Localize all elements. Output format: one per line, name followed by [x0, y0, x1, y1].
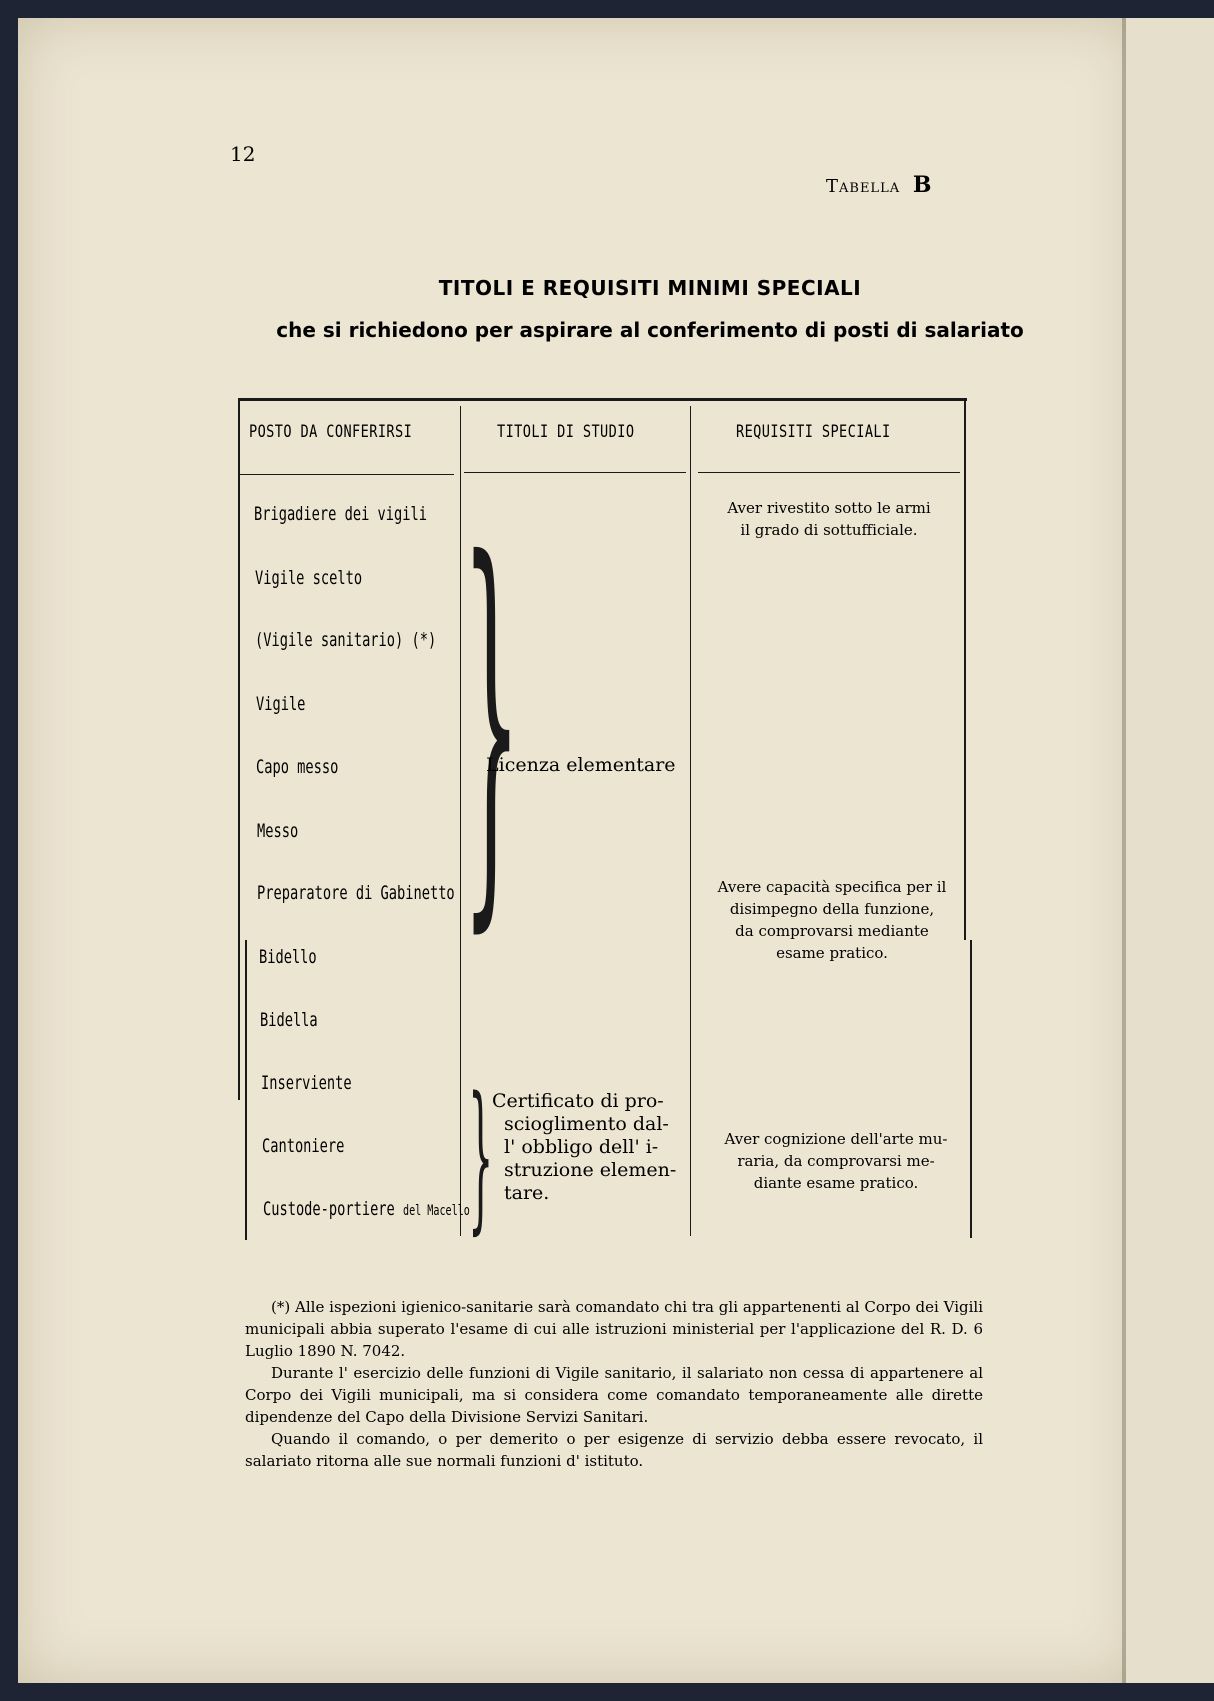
post-custode-portiere-suffix: del Macello	[403, 1203, 470, 1219]
header-underline-3	[698, 472, 960, 473]
brace-licenza: }	[462, 477, 521, 966]
column-header-requisiti: REQUISITI SPECIALI	[736, 422, 891, 442]
header-underline-1	[240, 474, 454, 475]
table-top-rule	[238, 398, 967, 401]
post-vigile-sanitario: (Vigile sanitario) (*)	[255, 629, 437, 651]
table-right-rule	[964, 400, 966, 940]
post-bidello: Bidello	[259, 946, 317, 968]
table-right-rule-lower	[970, 940, 972, 1238]
column-divider-2	[690, 406, 691, 1236]
brace-certificato: }	[468, 1062, 494, 1249]
post-cantoniere: Cantoniere	[262, 1135, 345, 1157]
post-capo-messo: Capo messo	[256, 756, 339, 778]
requirement-brigadiere	[698, 497, 960, 541]
post-messo: Messo	[257, 820, 299, 842]
study-certificato-line: struzione elemen-	[504, 1159, 677, 1181]
post-inserviente: Inserviente	[261, 1072, 352, 1094]
post-vigile-scelto: Vigile scelto	[255, 567, 363, 589]
document-subtitle: che si richiedono per aspirare al conferimento di posti di salariato	[276, 318, 1024, 342]
requirement-preparatore	[700, 876, 964, 964]
table-left-rule	[238, 400, 240, 1100]
footnotes	[245, 1296, 983, 1472]
column-header-posto: POSTO DA CONFERIRSI	[249, 422, 413, 442]
requirement-line: da comprovarsi mediante	[735, 922, 929, 940]
requirement-line: diante esame pratico.	[753, 1174, 919, 1192]
post-brigadiere: Brigadiere dei vigili	[254, 503, 427, 525]
requirement-line: Aver cognizione dell'arte mu-	[724, 1130, 948, 1148]
footnote-paragraph: Quando il comando, o per demerito o per esigenze di servizio debba essere revocato, il salariato ritorna alle sue normali funzioni d' istituto.	[245, 1430, 983, 1470]
requirement-line: raria, da comprovarsi me-	[737, 1152, 935, 1170]
requirement-line: esame pratico.	[776, 944, 888, 962]
column-header-titoli: TITOLI DI STUDIO	[497, 422, 635, 442]
study-certificato-line: scioglimento dal-	[504, 1113, 669, 1135]
post-vigile: Vigile	[256, 693, 306, 715]
study-licenza-elementare: Licenza elementare	[486, 754, 676, 776]
study-certificato-line: tare.	[504, 1182, 550, 1204]
document-title: TITOLI E REQUISITI MINIMI SPECIALI	[438, 276, 862, 300]
table-label-letter: B	[912, 172, 933, 198]
post-custode-portiere-label: Custode-portiere	[263, 1198, 395, 1220]
table-left-rule-lower	[245, 940, 247, 1240]
study-certificato-line: Certificato di pro-	[492, 1090, 664, 1112]
column-divider-1	[460, 406, 461, 1236]
requirement-line: Aver rivestito sotto le armi	[727, 499, 931, 517]
page-number: 12	[230, 142, 256, 166]
requirement-cantoniere	[704, 1128, 968, 1194]
post-custode-portiere	[263, 1198, 470, 1220]
post-bidella: Bidella	[260, 1009, 318, 1031]
footnote-paragraph: Durante l' esercizio delle funzioni di Vigile sanitario, il salariato non cessa di appartenere al Corpo dei Vigili municipali, ma si considera come comandato temporaneamente alle dirette dipendenze del Capo della Divisione Servizi Sanitari.	[245, 1364, 983, 1426]
footnote-paragraph: (*) Alle ispezioni igienico-sanitarie sarà comandato chi tra gli appartenenti al Corpo dei Vigili municipali abbia superato l'esame di cui alle istruzioni ministerial per l'applicazione del R. D. 6 Luglio 1890 N. 7042.	[245, 1298, 983, 1360]
table-label	[826, 172, 932, 198]
requirement-line: Avere capacità specifica per il	[717, 878, 947, 896]
requirement-line: disimpegno della funzione,	[729, 900, 935, 918]
table-label-word: Tabella	[826, 176, 901, 197]
post-preparatore: Preparatore di Gabinetto	[257, 882, 455, 904]
requirement-line: il grado di sottufficiale.	[740, 521, 918, 539]
study-certificato	[492, 1090, 676, 1205]
facing-page-edge	[1126, 18, 1214, 1683]
study-certificato-line: l' obbligo dell' i-	[504, 1136, 659, 1158]
header-underline-2	[464, 472, 686, 473]
